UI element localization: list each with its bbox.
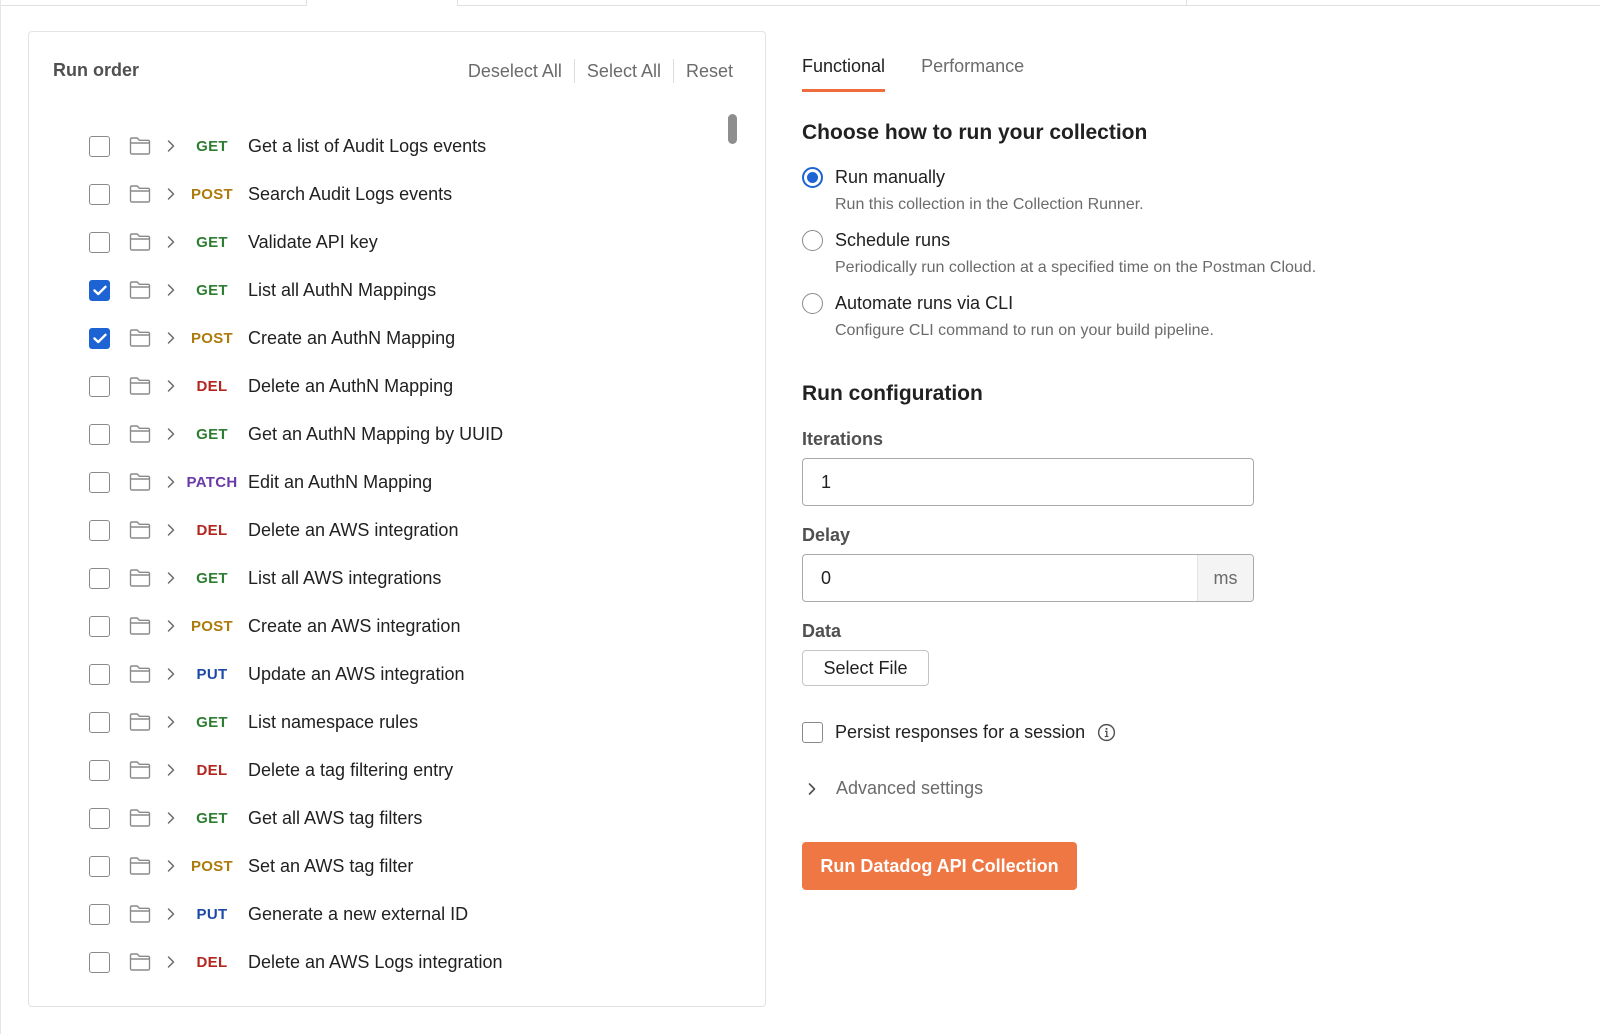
chevron-right-icon[interactable] [165, 331, 177, 345]
request-row[interactable] [29, 410, 729, 458]
mode-tabs [802, 56, 1060, 92]
run-order-actions [456, 59, 741, 83]
http-method-badge: GET [196, 425, 228, 443]
select-all-button[interactable]: Select All [575, 59, 674, 83]
radio-label: Schedule runs [835, 230, 951, 250]
request-name[interactable]: Search Audit Logs events [248, 183, 453, 204]
request-checkbox[interactable] [89, 856, 110, 877]
request-name[interactable]: Delete an AWS Logs integration [248, 951, 503, 972]
folder-icon [129, 712, 151, 732]
chevron-right-icon[interactable] [165, 187, 177, 201]
radio-run-manually[interactable] [802, 167, 945, 188]
folder-icon [129, 856, 151, 876]
request-row[interactable] [29, 602, 729, 650]
top-tab-left[interactable] [0, 0, 306, 6]
request-row[interactable] [29, 650, 729, 698]
request-checkbox[interactable] [89, 760, 110, 781]
request-name[interactable]: Delete an AuthN Mapping [248, 375, 454, 396]
request-checkbox[interactable] [89, 232, 110, 253]
request-row[interactable] [29, 842, 729, 890]
top-tab-active[interactable] [306, 0, 458, 6]
radio-description: Periodically run collection at a specified time on the Postman Cloud. [835, 259, 1317, 276]
http-method-badge: GET [196, 713, 228, 731]
folder-icon [129, 232, 151, 252]
deselect-all-button[interactable]: Deselect All [456, 59, 575, 83]
request-name[interactable]: Generate a new external ID [248, 903, 469, 924]
request-row[interactable] [29, 794, 729, 842]
request-row[interactable] [29, 170, 729, 218]
run-order-title: Run order [53, 60, 140, 80]
radio-label: Run manually [835, 167, 946, 187]
http-method-badge: DEL [196, 953, 228, 971]
request-row[interactable] [29, 698, 729, 746]
request-checkbox[interactable] [89, 472, 110, 493]
data-label: Data [802, 621, 842, 641]
delay-input[interactable] [802, 554, 1254, 602]
folder-icon [129, 952, 151, 972]
chevron-right-icon[interactable] [165, 859, 177, 873]
folder-icon [129, 520, 151, 540]
request-name[interactable]: Get an AuthN Mapping by UUID [248, 423, 504, 444]
request-row[interactable] [29, 314, 729, 362]
folder-icon [129, 424, 151, 444]
radio-button[interactable] [802, 293, 823, 314]
chevron-right-icon[interactable] [165, 667, 177, 681]
run-collection-button[interactable]: Run Datadog API Collection [802, 842, 1077, 890]
request-checkbox[interactable] [89, 184, 110, 205]
run-config-title: Run configuration [802, 382, 983, 405]
info-icon[interactable] [1097, 723, 1116, 742]
request-checkbox[interactable] [89, 328, 110, 349]
request-checkbox[interactable] [89, 712, 110, 733]
http-method-badge: POST [190, 329, 234, 347]
chevron-right-icon [806, 782, 818, 796]
request-name[interactable]: Edit an AuthN Mapping [248, 471, 433, 492]
http-method-badge: DEL [196, 761, 228, 779]
advanced-settings-toggle[interactable] [806, 778, 983, 799]
folder-icon [129, 376, 151, 396]
folder-icon [129, 568, 151, 588]
chevron-right-icon[interactable] [165, 619, 177, 633]
folder-icon [129, 136, 151, 156]
request-row[interactable] [29, 506, 729, 554]
reset-button[interactable]: Reset [685, 61, 733, 81]
request-row[interactable] [29, 218, 729, 266]
http-method-badge: GET [196, 137, 228, 155]
left-rail [0, 0, 3, 1034]
top-tab-right[interactable] [1186, 0, 1600, 6]
folder-icon [129, 664, 151, 684]
request-name[interactable]: Create an AuthN Mapping [248, 327, 456, 348]
request-checkbox[interactable] [89, 616, 110, 637]
request-checkbox[interactable] [89, 520, 110, 541]
request-name[interactable]: Delete an AWS integration [248, 519, 459, 540]
folder-icon [129, 472, 151, 492]
radio-schedule-runs[interactable] [802, 230, 950, 251]
run-order-panel [28, 31, 766, 1007]
folder-icon [129, 280, 151, 300]
folder-icon [129, 184, 151, 204]
request-name[interactable]: Validate API key [248, 231, 378, 252]
chevron-right-icon[interactable] [165, 571, 177, 585]
chevron-right-icon[interactable] [165, 907, 177, 921]
folder-icon [129, 616, 151, 636]
request-row[interactable] [29, 458, 729, 506]
iterations-label: Iterations [802, 429, 884, 449]
delay-label: Delay [802, 525, 851, 545]
http-method-badge: POST [190, 617, 234, 635]
select-file-button[interactable]: Select File [802, 650, 929, 686]
chevron-right-icon[interactable] [165, 523, 177, 537]
radio-description: Configure CLI command to run on your build pipeline. [835, 322, 1214, 339]
radio-automate-cli[interactable] [802, 293, 1013, 314]
http-method-badge: GET [196, 281, 228, 299]
delay-unit: ms [1197, 555, 1253, 601]
request-name[interactable]: Update an AWS integration [248, 663, 465, 684]
persist-responses-row[interactable] [802, 722, 1116, 743]
request-checkbox[interactable] [89, 376, 110, 397]
run-order-header [29, 32, 765, 110]
folder-icon [129, 808, 151, 828]
chevron-right-icon[interactable] [165, 955, 177, 969]
request-checkbox[interactable] [89, 808, 110, 829]
chevron-right-icon[interactable] [165, 763, 177, 777]
request-checkbox[interactable] [89, 424, 110, 445]
http-method-badge: DEL [196, 521, 228, 539]
iterations-value: 1 [821, 471, 832, 492]
request-name[interactable]: List all AWS integrations [248, 567, 442, 588]
choose-run-title: Choose how to run your collection [802, 121, 1148, 144]
request-checkbox[interactable] [89, 952, 110, 973]
radio-button[interactable] [802, 230, 823, 251]
iterations-input[interactable] [802, 458, 1254, 506]
chevron-right-icon[interactable] [165, 811, 177, 825]
http-method-badge: GET [196, 569, 228, 587]
chevron-right-icon[interactable] [165, 379, 177, 393]
scrollbar-thumb[interactable] [728, 114, 737, 144]
http-method-badge: PATCH [186, 473, 238, 491]
folder-icon [129, 760, 151, 780]
request-checkbox[interactable] [89, 136, 110, 157]
chevron-right-icon[interactable] [165, 475, 177, 489]
request-name[interactable]: Create an AWS integration [248, 615, 461, 636]
top-tab-middle[interactable] [458, 0, 1186, 6]
request-row[interactable] [29, 554, 729, 602]
request-row[interactable] [29, 362, 729, 410]
request-name[interactable]: Delete a tag filtering entry [248, 759, 454, 780]
request-name[interactable]: Get a list of Audit Logs events [248, 135, 487, 156]
tab-performance[interactable]: Performance [921, 56, 1025, 76]
request-row[interactable] [29, 266, 729, 314]
radio-label: Automate runs via CLI [835, 293, 1014, 313]
folder-icon [129, 904, 151, 924]
request-row[interactable] [29, 746, 729, 794]
request-row[interactable] [29, 122, 729, 170]
request-checkbox[interactable] [89, 664, 110, 685]
delay-value: 0 [821, 567, 832, 588]
http-method-badge: PUT [196, 665, 228, 683]
radio-button[interactable] [802, 167, 823, 188]
persist-checkbox[interactable] [802, 722, 823, 743]
folder-icon [129, 328, 151, 348]
request-row[interactable] [29, 938, 729, 986]
chevron-right-icon[interactable] [165, 139, 177, 153]
tab-functional[interactable]: Functional [802, 56, 885, 92]
request-name[interactable]: List namespace rules [248, 711, 419, 732]
http-method-badge: DEL [196, 377, 228, 395]
chevron-right-icon[interactable] [165, 427, 177, 441]
http-method-badge: PUT [196, 905, 228, 923]
http-method-badge: GET [196, 233, 228, 251]
advanced-settings-label: Advanced settings [836, 778, 984, 798]
radio-description: Run this collection in the Collection Runner. [835, 196, 1144, 213]
request-name[interactable]: Set an AWS tag filter [248, 855, 414, 876]
persist-label: Persist responses for a session [835, 722, 1086, 742]
request-row[interactable] [29, 890, 729, 938]
top-tab-strip [0, 0, 1600, 6]
request-checkbox[interactable] [89, 568, 110, 589]
chevron-right-icon[interactable] [165, 235, 177, 249]
chevron-right-icon[interactable] [165, 283, 177, 297]
request-checkbox[interactable] [89, 280, 110, 301]
request-checkbox[interactable] [89, 904, 110, 925]
request-name[interactable]: Get all AWS tag filters [248, 807, 423, 828]
chevron-right-icon[interactable] [165, 715, 177, 729]
request-name[interactable]: List all AuthN Mappings [248, 279, 437, 300]
http-method-badge: POST [190, 185, 234, 203]
http-method-badge: GET [196, 809, 228, 827]
http-method-badge: POST [190, 857, 234, 875]
